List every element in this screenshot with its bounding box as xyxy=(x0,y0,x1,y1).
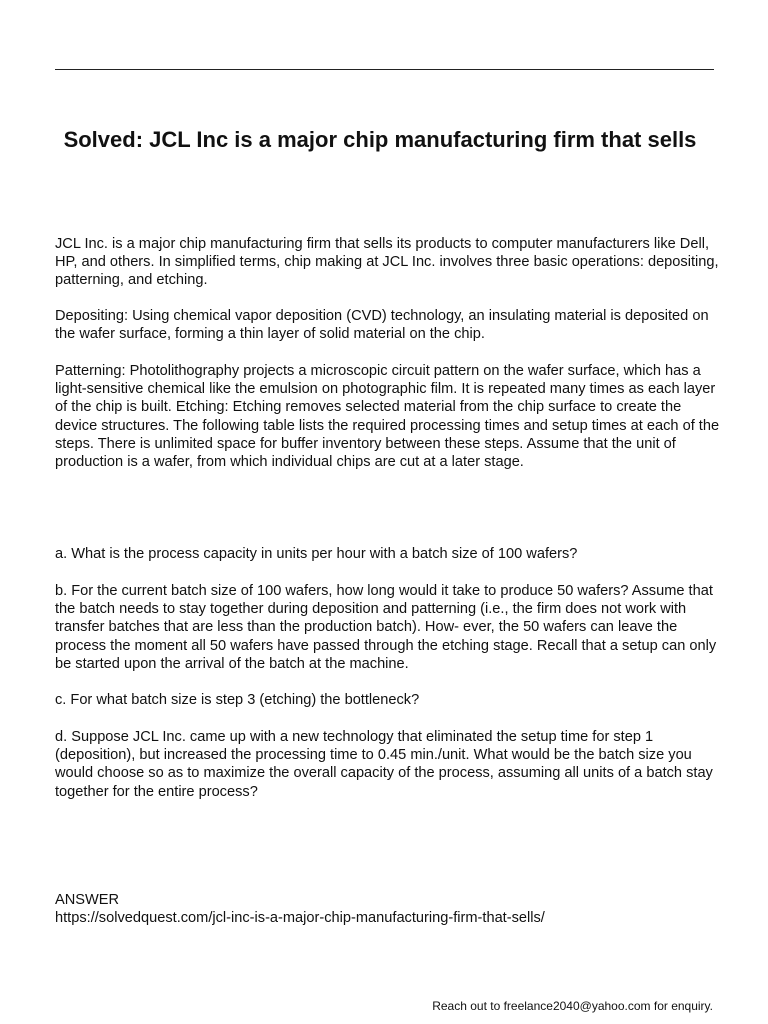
header-rule xyxy=(55,69,714,70)
patterning-paragraph: Patterning: Photolithography projects a microscopic circuit pattern on the wafer surface, which has a light-sensitive chemical like the emulsion on photographic film. It is repeated many times as each layer of the chip is built. Etching: Etching removes selected material from the chip surface to create the device structures. The following table lists the required processing times and setup times at each of the steps. There is unlimited space for buffer inventory between these steps. Assume that the unit of production is a wafer, from which individual chips are cut at a later stage. xyxy=(55,363,720,471)
question-c: c. For what batch size is step 3 (etching) the bottleneck? xyxy=(55,692,420,708)
answer-link[interactable]: https://solvedquest.com/jcl-inc-is-a-major-chip-manufacturing-firm-that-sells/ xyxy=(55,910,545,926)
answer-label: ANSWER xyxy=(55,892,120,908)
footer-contact: Reach out to freelance2040@yahoo.com for enquiry. xyxy=(432,999,713,1013)
question-b: b. For the current batch size of 100 wafers, how long would it take to produce 50 wafers? Assume that the batch needs to stay together during deposition and patterning (i.e., the firm does not work with transfer batches that are less than the production batch). How- ever, the 50 wafers can leave the process the moment all 50 wafers have passed through the etching stage. Recall that a setup can only be started upon the arrival of the batch at the machine. xyxy=(55,583,717,672)
question-d: d. Suppose JCL Inc. came up with a new technology that eliminated the setup time for step 1 (deposition), but increased the processing time to 0.45 min./unit. What would be the batch size you would choose so as to maximize the overall capacity of the process, assuming all units of a batch stay together for the entire process? xyxy=(55,729,713,800)
depositing-paragraph: Depositing: Using chemical vapor deposition (CVD) technology, an insulating material is deposited on the wafer surface, forming a thin layer of solid material on the chip. xyxy=(55,308,709,343)
question-a: a. What is the process capacity in units per hour with a batch size of 100 wafers? xyxy=(55,546,578,562)
intro-paragraph: JCL Inc. is a major chip manufacturing firm that sells its products to computer manufacturers like Dell, HP, and others. In simplified terms, chip making at JCL Inc. involves three basic operations: depositing, patterning, and etching. xyxy=(55,236,719,289)
page-title: Solved: JCL Inc is a major chip manufacturing firm that sells xyxy=(63,127,697,152)
